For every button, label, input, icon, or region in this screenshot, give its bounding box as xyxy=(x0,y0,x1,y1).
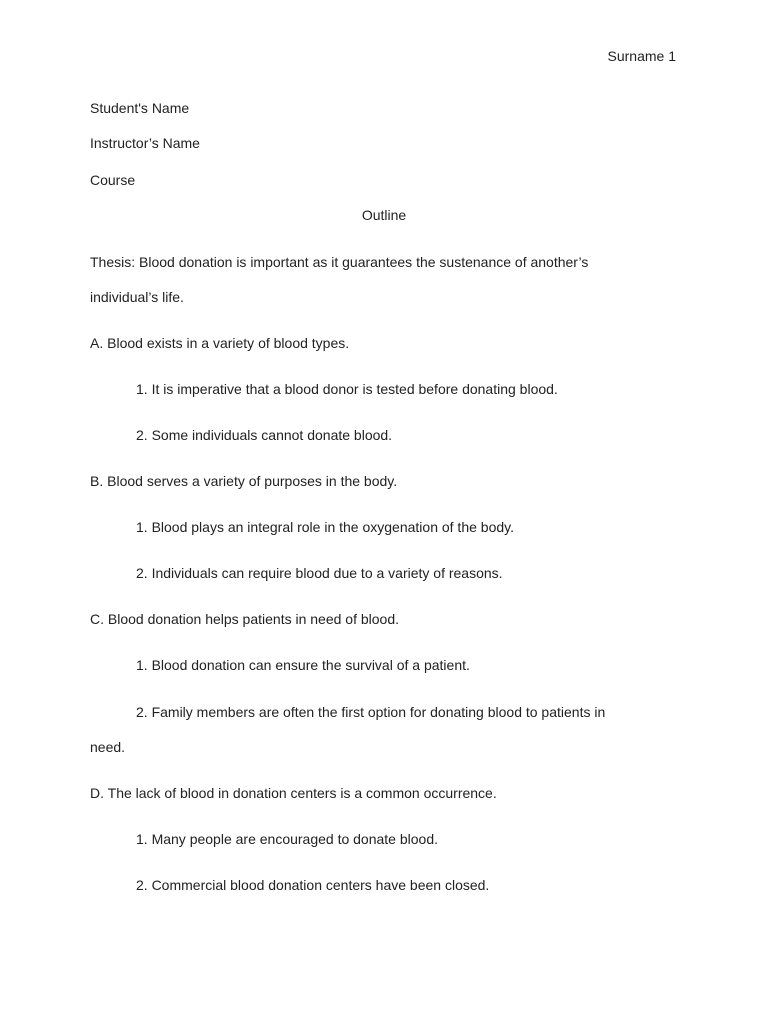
section-c-point-2: 2. Family members are often the first option for donating blood to patients in xyxy=(136,704,606,720)
section-b-point-2: 2. Individuals can require blood due to a variety of reasons. xyxy=(136,565,503,581)
course: Course xyxy=(90,172,136,188)
section-d-point-1: 1. Many people are encouraged to donate blood. xyxy=(136,831,439,847)
thesis-line-1: Thesis: Blood donation is important as it guarantees the sustenance of another’s xyxy=(90,254,589,270)
section-a-heading: A. Blood exists in a variety of blood types. xyxy=(90,335,350,351)
section-b-point-1: 1. Blood plays an integral role in the oxygenation of the body. xyxy=(136,519,514,535)
document-title: Outline xyxy=(361,207,407,223)
student-name: Student's Name xyxy=(90,100,190,116)
running-head: Surname 1 xyxy=(607,48,676,64)
section-a-point-1: 1. It is imperative that a blood donor is tested before donating blood. xyxy=(136,381,558,397)
section-d-heading: D. The lack of blood in donation centers is a common occurrence. xyxy=(90,785,497,801)
section-c-point-1: 1. Blood donation can ensure the survival of a patient. xyxy=(136,657,470,673)
section-a-point-2: 2. Some individuals cannot donate blood. xyxy=(136,427,393,443)
section-c-point-2-continuation: need. xyxy=(90,739,126,755)
section-b-heading: B. Blood serves a variety of purposes in the body. xyxy=(90,473,398,489)
instructor-name: Instructor’s Name xyxy=(90,135,200,151)
section-c-heading: C. Blood donation helps patients in need of blood. xyxy=(90,611,400,627)
thesis-line-2: individual’s life. xyxy=(90,289,184,305)
section-d-point-2: 2. Commercial blood donation centers have been closed. xyxy=(136,877,490,893)
